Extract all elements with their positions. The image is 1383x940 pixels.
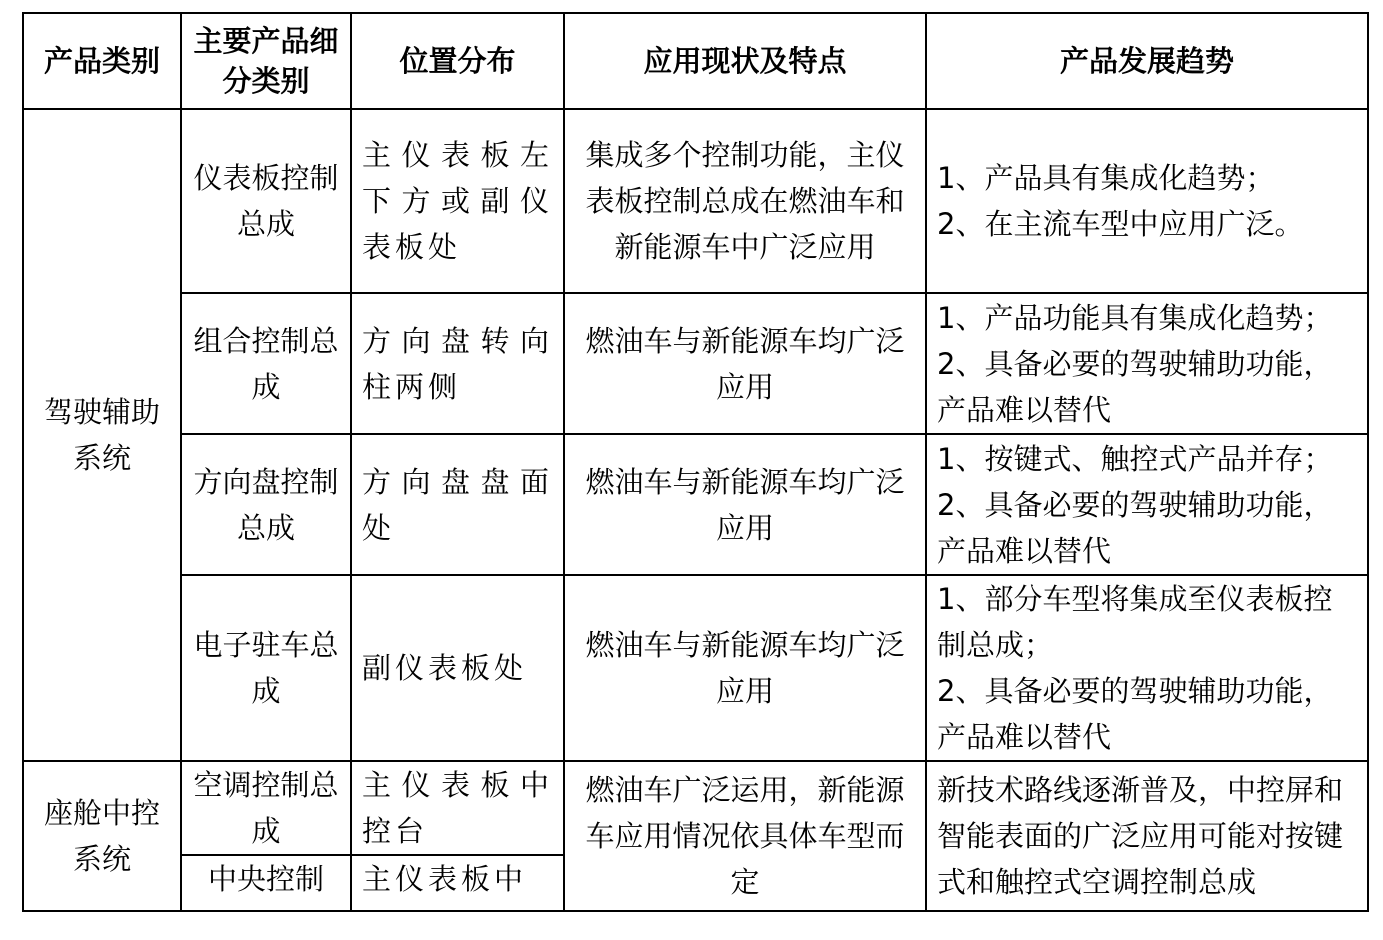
location-cell: 主仪表板左下方或副仪表板处 [351,109,564,293]
table-row [23,761,1368,855]
product-cell: 仪表板控制总成 [181,109,351,293]
location-cell: 副仪表板处 [351,575,564,761]
product-category-table [22,12,1369,912]
header-application-status: 应用现状及特点 [564,13,926,109]
trend-line: 2、具备必要的驾驶辅助功能，产品难以替代 [937,346,1333,427]
status-cell: 燃油车与新能源车均广泛应用 [564,293,926,434]
header-row [23,13,1368,109]
table-row [23,293,1368,434]
trend-line: 2、在主流车型中应用广泛。 [937,207,1304,241]
product-cell: 组合控制总成 [181,293,351,434]
header-product-category: 产品类别 [23,13,181,109]
trend-line: 1、产品具有集成化趋势； [937,161,1275,195]
header-location: 位置分布 [351,13,564,109]
table-row [23,109,1368,293]
table-row [23,434,1368,575]
product-cell: 空调控制总成 [181,761,351,855]
status-cell: 燃油车与新能源车均广泛应用 [564,434,926,575]
table-row [23,575,1368,761]
trend-cell [926,293,1368,434]
location-cell: 方向盘转向柱两侧 [351,293,564,434]
category-cell: 驾驶辅助系统 [23,109,181,761]
status-cell: 燃油车与新能源车均广泛应用 [564,575,926,761]
status-cell: 集成多个控制功能，主仪表板控制总成在燃油车和新能源车中广泛应用 [564,109,926,293]
trend-line: 新技术路线逐渐普及，中控屏和智能表面的广泛应用可能对按键式和触控式空调控制总成 [937,773,1344,899]
header-product-subcategory: 主要产品细分类别 [181,13,351,109]
trend-line: 1、部分车型将集成至仪表板控制总成； [937,582,1333,662]
trend-cell [926,761,1368,911]
trend-line: 1、产品功能具有集成化趋势； [937,300,1333,335]
product-cell: 方向盘控制总成 [181,434,351,575]
location-cell: 主仪表板中 [351,855,564,911]
product-cell: 电子驻车总成 [181,575,351,761]
trend-cell [926,575,1368,761]
category-cell: 座舱中控系统 [23,761,181,911]
header-development-trend: 产品发展趋势 [926,13,1368,109]
product-cell: 中央控制 [181,855,351,911]
trend-line: 1、按键式、触控式产品并存； [937,441,1333,476]
trend-cell [926,434,1368,575]
trend-cell [926,109,1368,293]
location-cell: 方向盘盘面处 [351,434,564,575]
trend-line: 2、具备必要的驾驶辅助功能，产品难以替代 [937,674,1333,754]
trend-line: 2、具备必要的驾驶辅助功能，产品难以替代 [937,487,1333,568]
location-cell: 主仪表板中控台 [351,761,564,855]
status-cell: 燃油车广泛运用，新能源车应用情况依具体车型而定 [564,761,926,911]
